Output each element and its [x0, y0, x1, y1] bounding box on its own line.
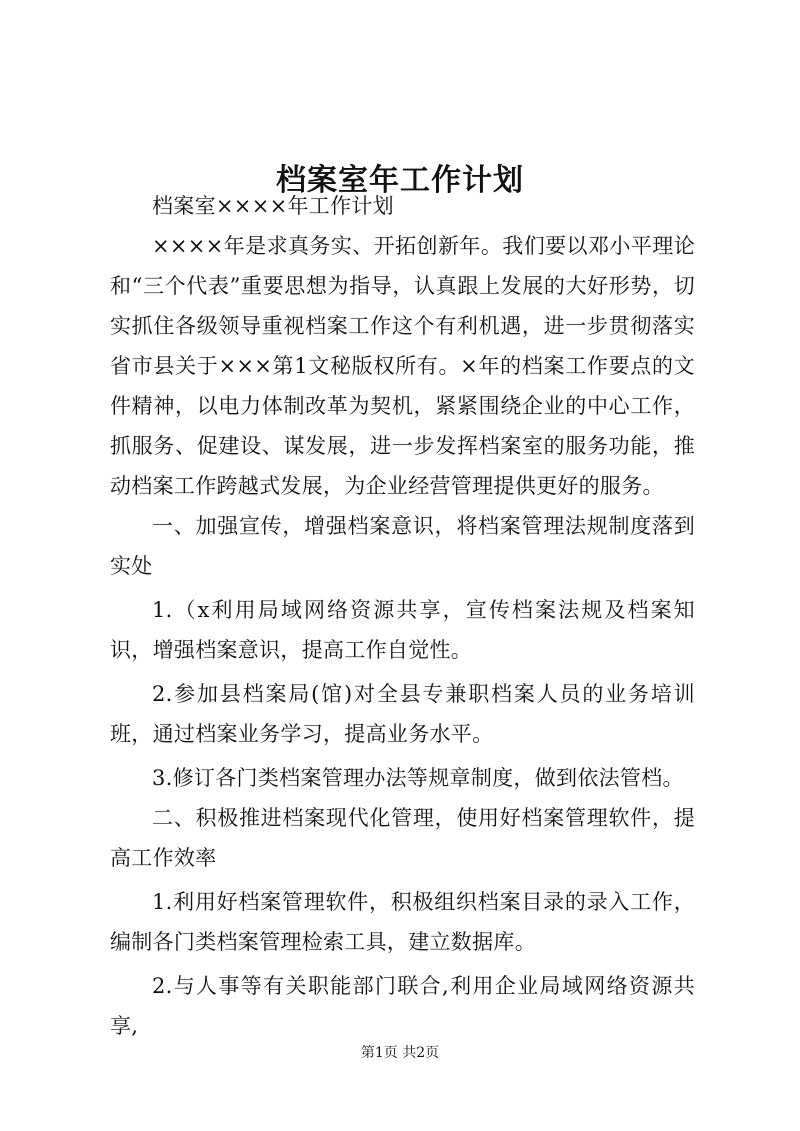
intro-paragraph: ××××年是求真务实、开拓创新年。我们要以邓小平理论和“三个代表”重要思想为指导，认真跟上发展的大好形势，切实抓住各级领导重视档案工作这个有利机遇，进一步贯彻落实省市县关于×××第1文秘版权所有。×年的档案工作要点的文件精神，以电力体制改革为契机，紧紧围绕企业的中心工作，抓服务、促建设、谋发展，进一步发挥档案室的服务功能，推动档案工作跨越式发展，为企业经营管理提供更好的服务。 — [110, 234, 695, 498]
page-title: 档案室年工作计划 — [276, 163, 524, 199]
section-two-heading: 二、积极推进档案现代化管理，使用好档案管理软件，提高工作效率 — [110, 806, 695, 870]
section-one-item-2: 2.参加县档案局(馆)对全县专兼职档案人员的业务培训班，通过档案业务学习，提高业务水平。 — [110, 682, 695, 746]
document-body — [110, 186, 695, 1046]
section-two-item-2: 2.与人事等有关职能部门联合,利用企业局域网络资源共享, — [110, 974, 695, 1038]
plan-heading: 档案室××××年工作计划 — [152, 194, 394, 218]
page-number-footer: 第1页 共2页 — [360, 1045, 440, 1061]
section-two-item-1: 1.利用好档案管理软件，积极组织档案目录的录入工作，编制各门类档案管理检索工具，建立数据库。 — [110, 890, 695, 954]
section-one-item-1: 1.（x利用局域网络资源共享，宣传档案法规及档案知识，增强档案意识，提高工作自觉性。 — [110, 598, 695, 662]
section-one-item-3: 3.修订各门类档案管理办法等规章制度，做到依法管档。 — [152, 766, 684, 790]
section-one-heading: 一、加强宣传，增强档案意识，将档案管理法规制度落到实处 — [110, 514, 695, 578]
